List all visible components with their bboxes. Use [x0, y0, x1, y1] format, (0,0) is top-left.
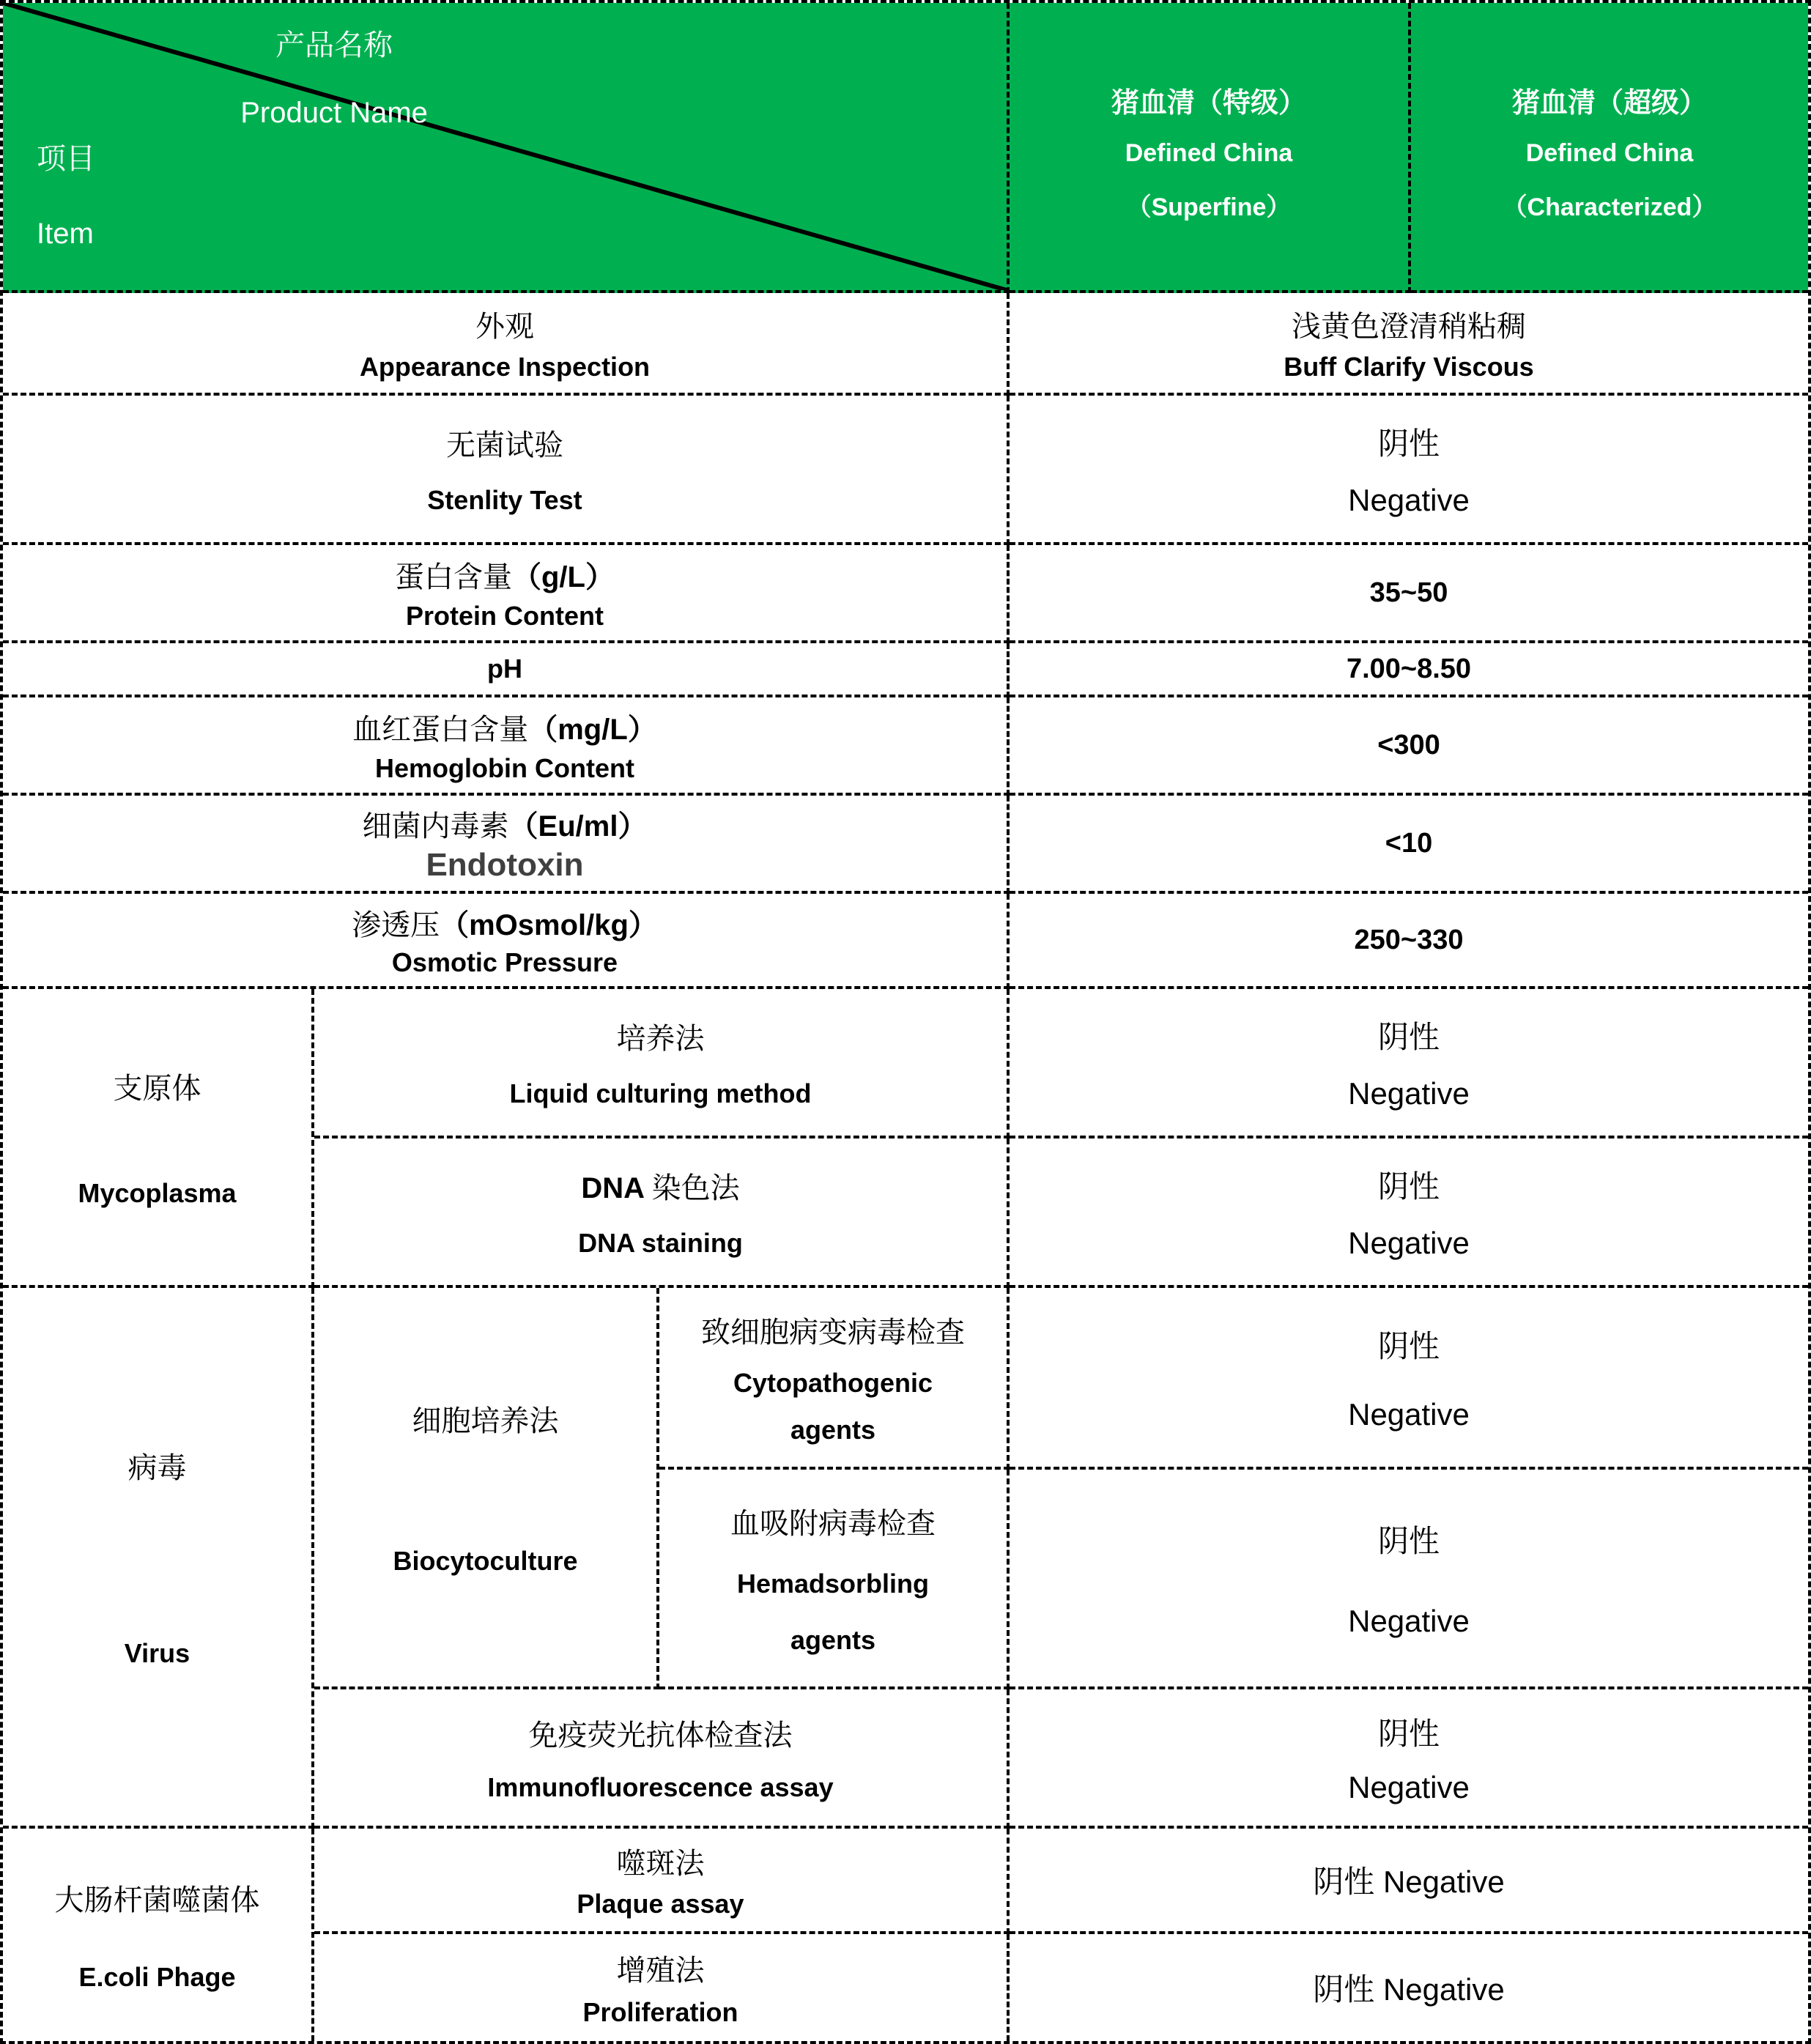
- culturing-value-zh: 阴性: [1377, 1019, 1440, 1054]
- dna-staining-zh: DNA 染色法: [581, 1171, 740, 1204]
- virus-en: Virus: [124, 1638, 190, 1669]
- culturing-en: Liquid culturing method: [509, 1078, 812, 1109]
- appearance-value-en: Buff Clarify Viscous: [1284, 351, 1534, 382]
- row-hemoglobin-value: [1010, 697, 1808, 796]
- header-product-name: [3, 12, 665, 147]
- row-proliferation-label: [314, 1934, 1010, 2041]
- row-protein-label: [3, 545, 1010, 643]
- row-ph-value: [1010, 643, 1808, 697]
- cytopathogenic-en1: Cytopathogenic: [733, 1367, 933, 1398]
- culturing-value-en: Negative: [1348, 1076, 1470, 1111]
- endotoxin-en: Endotoxin: [426, 847, 584, 884]
- row-immunofluorescence-value: [1010, 1689, 1808, 1829]
- protein-zh: 蛋白含量（g/L）: [395, 561, 615, 594]
- row-plaque-value: [1010, 1829, 1808, 1934]
- sterility-en: Stenlity Test: [427, 485, 582, 516]
- protein-en: Protein Content: [406, 600, 604, 631]
- row-hemoglobin-label: [3, 697, 1010, 796]
- ecoli-zh: 大肠杆菌噬菌体: [54, 1884, 260, 1917]
- hemadsorbling-value-zh: 阴性: [1377, 1523, 1440, 1558]
- hemadsorbling-value-en: Negative: [1348, 1604, 1470, 1639]
- culturing-zh: 培养法: [616, 1022, 705, 1055]
- product1-name-en: Defined China: [1125, 138, 1293, 167]
- header-item-zh: 项目: [37, 143, 95, 175]
- plaque-en: Plaque assay: [577, 1889, 744, 1919]
- proliferation-en: Proliferation: [582, 1997, 738, 2028]
- immunofluorescence-value-zh: 阴性: [1377, 1717, 1440, 1751]
- row-plaque-label: [314, 1829, 1010, 1934]
- product2-name-zh: 猪血清（超级）: [1511, 87, 1707, 119]
- row-culturing-label: [314, 989, 1010, 1138]
- header-corner-cell: [3, 3, 1010, 293]
- osmotic-en: Osmotic Pressure: [391, 947, 618, 977]
- biocytoculture-en: Biocytoculture: [393, 1545, 578, 1576]
- osmotic-zh: 渗透压（mOsmol/kg）: [352, 909, 658, 941]
- hemadsorbling-en2: agents: [790, 1625, 876, 1656]
- row-proliferation-value: [1010, 1934, 1808, 2041]
- header-product-characterized: [1411, 3, 1808, 293]
- cytopathogenic-en2: agents: [790, 1415, 876, 1445]
- hemadsorbling-en1: Hemadsorbling: [736, 1568, 930, 1599]
- header-product-name-zh: 产品名称: [275, 29, 393, 62]
- endotoxin-value: <10: [1385, 827, 1433, 859]
- protein-value: 35~50: [1369, 577, 1448, 608]
- cytopathogenic-zh: 致细胞病变病毒检查: [701, 1316, 965, 1349]
- hemadsorbling-zh: 血吸附病毒检查: [730, 1507, 936, 1540]
- dna-staining-value-zh: 阴性: [1377, 1169, 1440, 1204]
- osmotic-value: 250~330: [1354, 924, 1464, 955]
- header-product-superfine: [1010, 3, 1411, 293]
- row-cytopathogenic-value: [1010, 1288, 1808, 1470]
- cytopathogenic-value-zh: 阴性: [1377, 1329, 1440, 1364]
- row-cytopathogenic-label: [659, 1288, 1010, 1470]
- biocytoculture-zh: 细胞培养法: [412, 1405, 559, 1438]
- row-osmotic-value: [1010, 894, 1808, 989]
- row-hemadsorbling-value: [1010, 1470, 1808, 1689]
- row-appearance-label: [3, 293, 1010, 396]
- product2-grade-en: （Characterized）: [1502, 193, 1717, 221]
- group-ecoli-label: [3, 1829, 314, 2041]
- row-dna-staining-label: [314, 1138, 1010, 1288]
- hemoglobin-en: Hemoglobin Content: [375, 752, 634, 783]
- row-sterility-value: [1010, 396, 1808, 545]
- row-hemadsorbling-label: [659, 1470, 1010, 1689]
- product1-grade-en: （Superfine）: [1126, 193, 1292, 221]
- appearance-zh: 外观: [475, 311, 534, 344]
- row-culturing-value: [1010, 989, 1808, 1138]
- mycoplasma-en: Mycoplasma: [78, 1178, 237, 1209]
- header-item-en: Item: [37, 218, 94, 250]
- sterility-value-zh: 阴性: [1377, 426, 1440, 461]
- product1-name-zh: 猪血清（特级）: [1111, 87, 1306, 119]
- row-immunofluorescence-label: [314, 1689, 1010, 1829]
- group-mycoplasma-label: [3, 989, 314, 1288]
- sterility-zh: 无菌试验: [446, 429, 563, 462]
- row-osmotic-label: [3, 894, 1010, 989]
- immunofluorescence-value-en: Negative: [1348, 1770, 1470, 1804]
- row-endotoxin-value: [1010, 796, 1808, 894]
- dna-staining-en: DNA staining: [578, 1228, 743, 1259]
- row-protein-value: [1010, 545, 1808, 643]
- virus-zh: 病毒: [127, 1451, 187, 1484]
- row-endotoxin-label: [3, 796, 1010, 894]
- ph-value: 7.00~8.50: [1346, 653, 1472, 684]
- proliferation-zh: 增殖法: [616, 1954, 705, 1987]
- row-sterility-label: [3, 396, 1010, 545]
- cytopathogenic-value-en: Negative: [1348, 1396, 1470, 1432]
- mycoplasma-zh: 支原体: [113, 1072, 201, 1105]
- sterility-value-en: Negative: [1348, 483, 1470, 518]
- group-biocytoculture-label: [314, 1288, 659, 1689]
- proliferation-value: 阴性 Negative: [1313, 1972, 1505, 2007]
- ph-label: pH: [487, 653, 522, 684]
- appearance-en: Appearance Inspection: [359, 351, 651, 382]
- plaque-value: 阴性 Negative: [1313, 1865, 1505, 1899]
- group-virus-label: [3, 1288, 314, 1829]
- product2-name-en: Defined China: [1525, 138, 1694, 167]
- immunofluorescence-en: Immunofluorescence assay: [487, 1772, 834, 1802]
- hemoglobin-zh: 血红蛋白含量（mg/L）: [352, 714, 657, 747]
- appearance-value-zh: 浅黄色澄清稍粘稠: [1292, 311, 1526, 344]
- row-dna-staining-value: [1010, 1138, 1808, 1288]
- ecoli-en: E.coli Phage: [78, 1962, 236, 1993]
- immunofluorescence-zh: 免疫荧光抗体检查法: [528, 1719, 793, 1752]
- header-product-name-en: Product Name: [240, 97, 428, 129]
- dna-staining-value-en: Negative: [1348, 1226, 1470, 1261]
- hemoglobin-value: <300: [1377, 729, 1440, 760]
- header-item: [37, 122, 95, 271]
- row-appearance-value: [1010, 293, 1808, 396]
- row-ph-label: [3, 643, 1010, 697]
- endotoxin-zh: 细菌内毒素（Eu/ml）: [362, 810, 648, 843]
- plaque-zh: 噬斑法: [616, 1847, 705, 1880]
